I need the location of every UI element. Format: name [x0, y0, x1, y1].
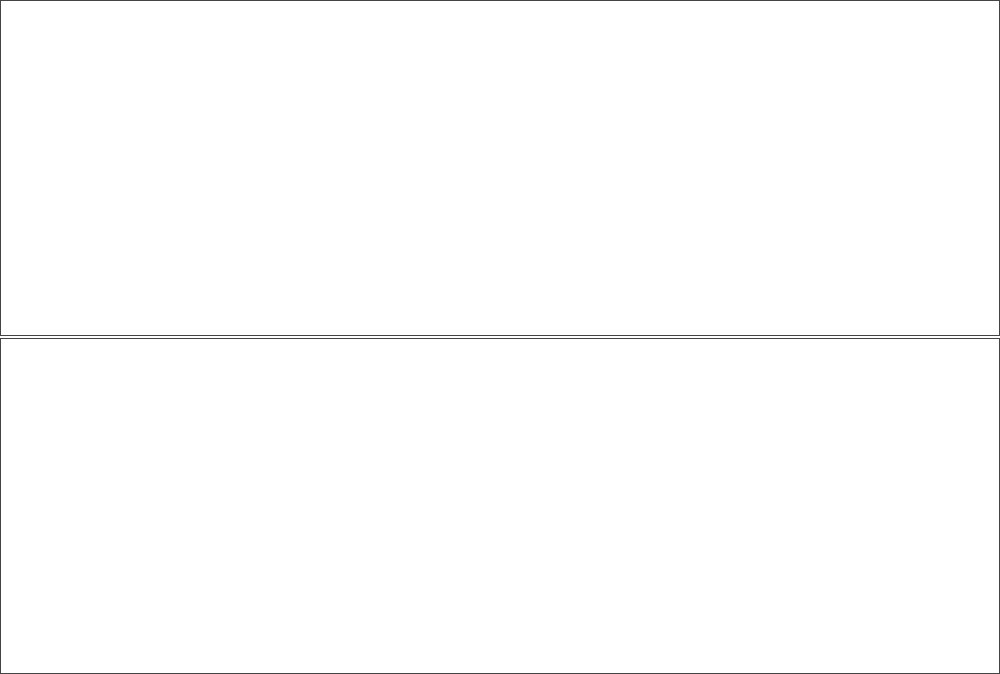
planner-page-bottom: [0, 338, 1000, 674]
planner-page-top: [0, 0, 1000, 336]
